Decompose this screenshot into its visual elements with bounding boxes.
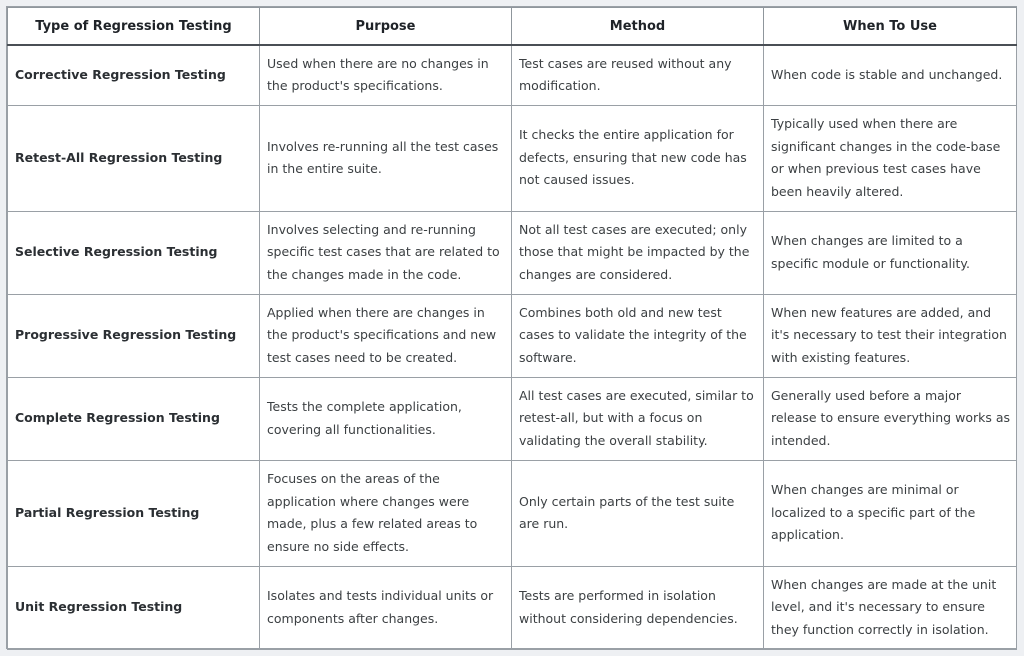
table-row bbox=[8, 566, 1017, 649]
regression-testing-table bbox=[7, 7, 1017, 650]
cell-purpose: Involves selecting and re-running specific test cases that are related to the changes made in the code. bbox=[260, 211, 512, 294]
cell-type: Complete Regression Testing bbox=[8, 377, 260, 460]
cell-purpose: Used when there are no changes in the product's specifications. bbox=[260, 45, 512, 105]
cell-purpose: Tests the complete application, covering all functionalities. bbox=[260, 377, 512, 460]
column-header-when-to-use: When To Use bbox=[764, 8, 1017, 46]
cell-when-to-use: When code is stable and unchanged. bbox=[764, 45, 1017, 105]
column-header-method: Method bbox=[512, 8, 764, 46]
cell-when-to-use: When changes are limited to a specific module or functionality. bbox=[764, 211, 1017, 294]
cell-when-to-use: Typically used when there are significant changes in the code-base or when previous test cases have been heavily altered. bbox=[764, 105, 1017, 211]
cell-method: Tests are performed in isolation without considering dependencies. bbox=[512, 566, 764, 649]
table-row bbox=[8, 45, 1017, 105]
cell-purpose: Applied when there are changes in the product's specifications and new test cases need to be created. bbox=[260, 294, 512, 377]
cell-type: Corrective Regression Testing bbox=[8, 45, 260, 105]
cell-method: Test cases are reused without any modification. bbox=[512, 45, 764, 105]
table-row bbox=[8, 294, 1017, 377]
regression-testing-table-frame bbox=[6, 6, 1017, 649]
cell-method: Only certain parts of the test suite are run. bbox=[512, 460, 764, 566]
cell-type: Progressive Regression Testing bbox=[8, 294, 260, 377]
cell-type: Unit Regression Testing bbox=[8, 566, 260, 649]
cell-type: Selective Regression Testing bbox=[8, 211, 260, 294]
cell-when-to-use: When changes are minimal or localized to a specific part of the application. bbox=[764, 460, 1017, 566]
cell-type: Partial Regression Testing bbox=[8, 460, 260, 566]
table-row bbox=[8, 211, 1017, 294]
column-header-type: Type of Regression Testing bbox=[8, 8, 260, 46]
cell-when-to-use: When changes are made at the unit level, and it's necessary to ensure they function correctly in isolation. bbox=[764, 566, 1017, 649]
cell-method: Not all test cases are executed; only those that might be impacted by the changes are considered. bbox=[512, 211, 764, 294]
cell-purpose: Involves re-running all the test cases in the entire suite. bbox=[260, 105, 512, 211]
cell-purpose: Isolates and tests individual units or components after changes. bbox=[260, 566, 512, 649]
column-header-purpose: Purpose bbox=[260, 8, 512, 46]
table-header-row bbox=[8, 8, 1017, 46]
cell-method: It checks the entire application for defects, ensuring that new code has not caused issues. bbox=[512, 105, 764, 211]
table-row bbox=[8, 105, 1017, 211]
cell-method: All test cases are executed, similar to retest-all, but with a focus on validating the overall stability. bbox=[512, 377, 764, 460]
cell-method: Combines both old and new test cases to validate the integrity of the software. bbox=[512, 294, 764, 377]
table-row bbox=[8, 377, 1017, 460]
cell-purpose: Focuses on the areas of the application where changes were made, plus a few related areas to ensure no side effects. bbox=[260, 460, 512, 566]
cell-when-to-use: When new features are added, and it's necessary to test their integration with existing features. bbox=[764, 294, 1017, 377]
table-row bbox=[8, 460, 1017, 566]
cell-type: Retest-All Regression Testing bbox=[8, 105, 260, 211]
cell-when-to-use: Generally used before a major release to ensure everything works as intended. bbox=[764, 377, 1017, 460]
